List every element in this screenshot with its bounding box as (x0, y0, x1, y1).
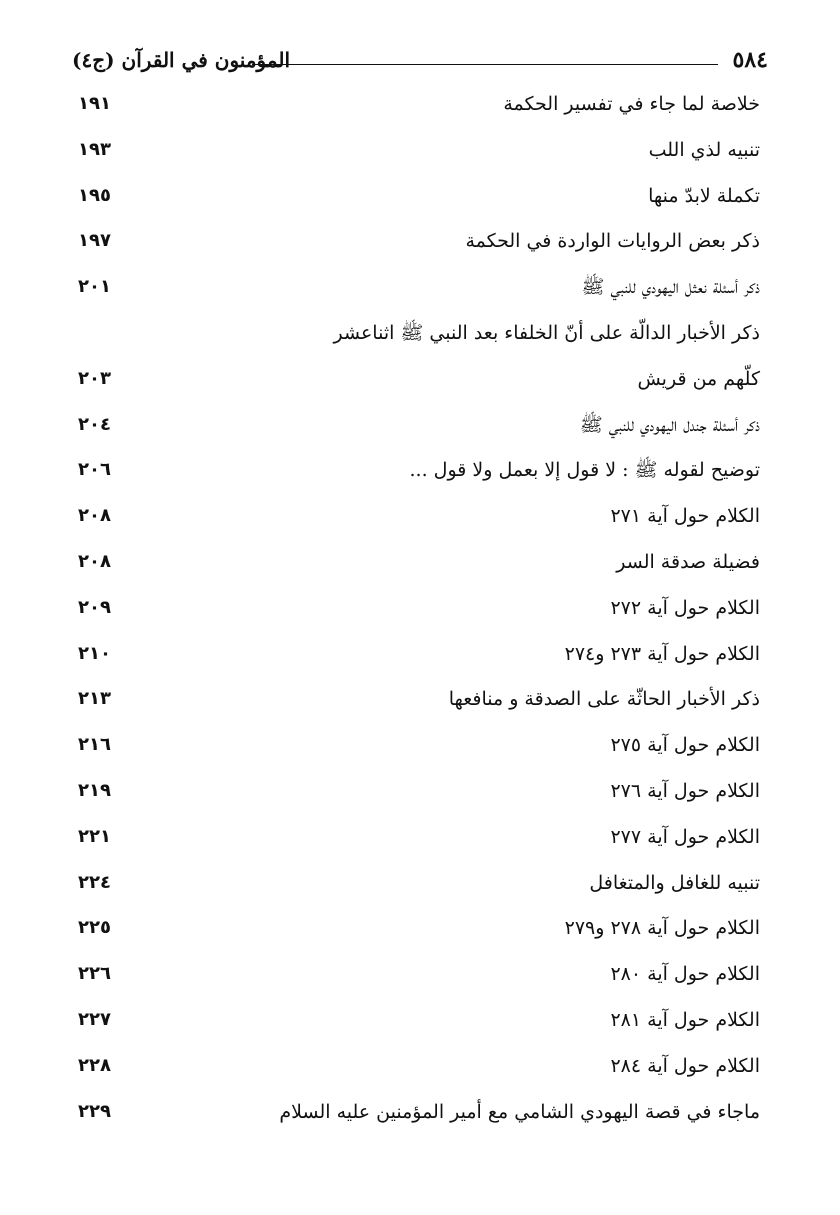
toc-entry (72, 219, 768, 265)
toc-entry-page-number: ٢١٠ (78, 642, 111, 664)
toc-entry-title: كلّهم من قريش (637, 367, 760, 390)
toc-entry-title: ذكر بعض الروايات الواردة في الحكمة (465, 230, 760, 253)
running-title: المؤمنون في القرآن (ج٤) (72, 48, 291, 72)
toc-entry (72, 448, 768, 494)
toc-entry-title: الكلام حول آية ٢٧٨ و٢٧٩ (564, 917, 760, 940)
toc-entry-page-number: ٢٢٨ (78, 1054, 111, 1076)
toc-entry (72, 815, 768, 861)
toc-entry-page-number: ٢١٦ (78, 734, 111, 756)
toc-entry-page-number: ٢٢٦ (78, 963, 111, 985)
toc-entry-title: الكلام حول آية ٢٨١ (610, 1008, 760, 1031)
toc-entry-title: ذكر الأخبار الدالّة على أنّ الخلفاء بعد النبي ﷺ اثناعشر (333, 321, 760, 344)
toc-entry-title: الكلام حول آية ٢٧١ (610, 505, 760, 528)
toc-entry-title: ذكر أسئلة نعثل اليهودي للنبي ﷺ (581, 276, 760, 299)
toc-entry-page-number: ٢٠٤ (78, 413, 111, 435)
toc-entry (72, 677, 768, 723)
toc-entry (72, 82, 768, 128)
toc-entry-title: فضيلة صدقة السر (616, 550, 760, 573)
toc-entry-title: الكلام حول آية ٢٧٥ (610, 734, 760, 757)
toc-entry (72, 1044, 768, 1090)
toc-entry-page-number: ٢٠٦ (78, 459, 111, 481)
toc-entry (72, 540, 768, 586)
toc-entry-title: الكلام حول آية ٢٧٢ (610, 596, 760, 619)
toc-entry-title: تكملة لابدّ منها (648, 184, 760, 207)
toc-entry (72, 174, 768, 220)
toc-entry-title: الكلام حول آية ٢٨٤ (610, 1054, 760, 1077)
toc-entry-page-number: ٢٠١ (78, 276, 111, 298)
toc-entry (72, 265, 768, 311)
toc-entry (72, 494, 768, 540)
toc-entry-title: الكلام حول آية ٢٧٧ (610, 825, 760, 848)
toc-entry-page-number: ٢٠٨ (78, 505, 111, 527)
toc-entry-title: الكلام حول آية ٢٧٦ (610, 779, 760, 802)
toc-entry-title: الكلام حول آية ٢٨٠ (610, 963, 760, 986)
toc-entry-page-number: ٢١٩ (78, 779, 111, 801)
toc-entry-title: تنبيه لذي اللب (648, 138, 760, 161)
toc-entry-page-number: ٢٢٧ (78, 1008, 111, 1030)
toc-entry-page-number: ١٩٣ (78, 138, 111, 160)
toc-entry-title: ذكر أسئلة جندل اليهودي للنبي ﷺ (579, 413, 760, 436)
toc-entry (72, 311, 768, 357)
toc-entry-page-number: ٢٠٣ (78, 367, 111, 389)
toc-entry-page-number: ٢٢٩ (78, 1100, 111, 1122)
table-of-contents (72, 82, 768, 1135)
toc-entry (72, 723, 768, 769)
header-rule (252, 64, 718, 65)
toc-entry-page-number: ٢٠٩ (78, 596, 111, 618)
toc-entry (72, 952, 768, 998)
toc-entry (72, 357, 768, 403)
toc-entry (72, 632, 768, 678)
page-number: ٥٨٤ (732, 47, 768, 73)
toc-entry (72, 403, 768, 449)
toc-entry-title: خلاصة لما جاء في تفسير الحكمة (503, 93, 760, 115)
toc-entry-page-number: ٢٠٨ (78, 550, 111, 572)
toc-entry (72, 586, 768, 632)
toc-entry (72, 769, 768, 815)
toc-entry-title: تنبيه للغافل والمتغافل (589, 871, 760, 894)
toc-entry-page-number: ٢٢١ (78, 825, 111, 847)
toc-entry-page-number: ١٩١ (78, 93, 111, 114)
toc-entry (72, 1090, 768, 1136)
toc-entry-title: توضيح لقوله ﷺ : لا قول إلا بعمل ولا قول ... (409, 459, 760, 482)
toc-entry-page-number: ١٩٧ (78, 230, 111, 252)
toc-entry (72, 128, 768, 174)
toc-entry (72, 998, 768, 1044)
toc-entry (72, 906, 768, 952)
toc-entry-title: ماجاء في قصة اليهودي الشامي مع أمير المؤمنين عليه السلام (279, 1100, 760, 1123)
toc-entry-page-number: ٢٢٥ (78, 917, 111, 939)
toc-entry (72, 861, 768, 907)
toc-entry-title: الكلام حول آية ٢٧٣ و٢٧٤ (564, 642, 760, 665)
toc-entry-page-number: ١٩٥ (78, 184, 111, 206)
page-header (72, 40, 768, 80)
toc-entry-page-number: ٢١٣ (78, 688, 111, 710)
toc-entry-title: ذكر الأخبار الحاثّة على الصدقة و منافعها (448, 688, 760, 711)
toc-entry-page-number: ٢٢٤ (78, 871, 111, 893)
